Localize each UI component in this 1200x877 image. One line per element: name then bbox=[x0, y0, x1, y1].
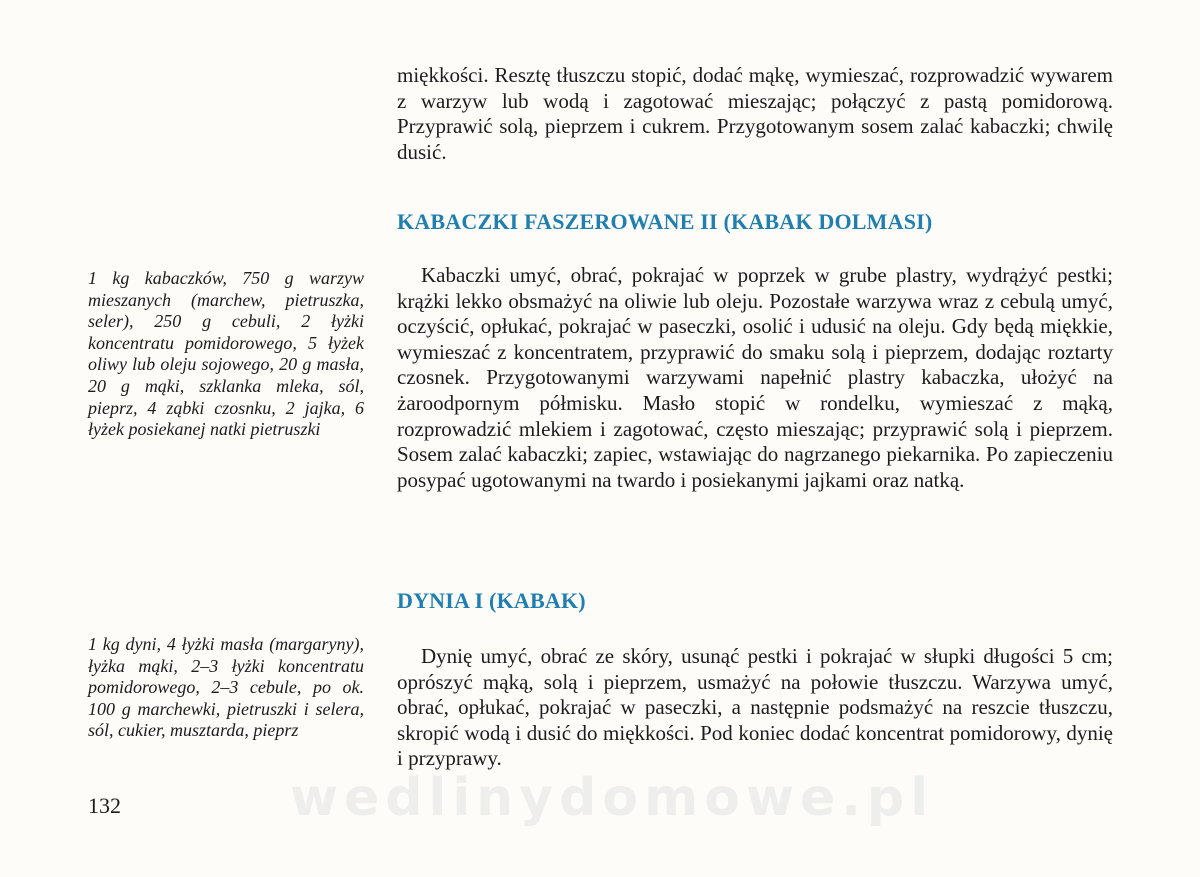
ingredients-list: 1 kg dyni, 4 łyżki masła (margaryny), łyżka mąki, 2–3 łyżki koncentratu pomidorowego, 2–3 cebule, po ok. 100 g marchewki, pietruszki i selera, sól, cukier, musztarda, pieprz bbox=[88, 634, 364, 741]
watermark: wedlinydomowe.pl bbox=[290, 768, 935, 828]
ingredients-list: 1 kg kabaczków, 750 g warzyw mieszanych (marchew, pietruszka, seler), 250 g cebuli, 2 łyżki koncentratu pomidorowego, 5 łyżek oliwy lub oleju sojowego, 20 g masła, 20 g mąki, szklanka mleka, sól, pieprz, 4 ząbki czosnku, 2 jajka, 6 łyżek posiekanej natki pietruszki bbox=[88, 268, 364, 440]
recipe-title: KABACZKI FASZEROWANE II (KABAK DOLMASI) bbox=[397, 209, 933, 234]
recipe-instructions: Kabaczki umyć, obrać, pokrajać w poprzek w grube plastry, wydrążyć pestki; krążki lekko obsmażyć na oliwie lub oleju. Pozostałe warzywa wraz z cebulą umyć, oczyścić, opłukać, pokrajać w paseczki, osolić i udusić na oleju. Gdy będą miękkie, wymieszać z koncentratem, przyprawić do smaku solą i pieprzem, dodając roztarty czosnek. Przygotowanymi warzywami napełnić plastry kabaczka, ułożyć na żaroodpornym półmisku. Masło stopić w rondelku, wymieszać z mąką, rozprowadzić mlekiem i zagotować, często mieszając; przyprawić solą i pieprzem. Sosem zalać kabaczki; zapiec, wstawiając do nagrzanego piekarnika. Po zapieczeniu posypać ugotowanymi na twardo i posiekanymi jajkami oraz natką. bbox=[397, 263, 1113, 492]
page-number: 132 bbox=[88, 793, 121, 818]
recipe-instructions: Dynię umyć, obrać ze skóry, usunąć pestki i pokrajać w słupki długości 5 cm; oprószyć mąką, solą i pieprzem, usmażyć na połowie tłuszczu. Warzywa umyć, obrać, opłukać, pokrajać w paseczki, a następnie podsmażyć na reszcie tłuszczu, skropić wodą i dusić do miękkości. Pod koniec dodać koncentrat pomidorowy, dynię i przyprawy. bbox=[397, 644, 1113, 771]
recipe-title: DYNIA I (KABAK) bbox=[397, 588, 586, 613]
continuation-paragraph: miękkości. Resztę tłuszczu stopić, dodać mąkę, wymieszać, rozprowadzić wywarem z warzyw lub wodą i zagotować mieszając; połączyć z pastą pomidorową. Przyprawić solą, pieprzem i cukrem. Przygotowanym sosem zalać kabaczki; chwilę dusić. bbox=[397, 63, 1113, 164]
